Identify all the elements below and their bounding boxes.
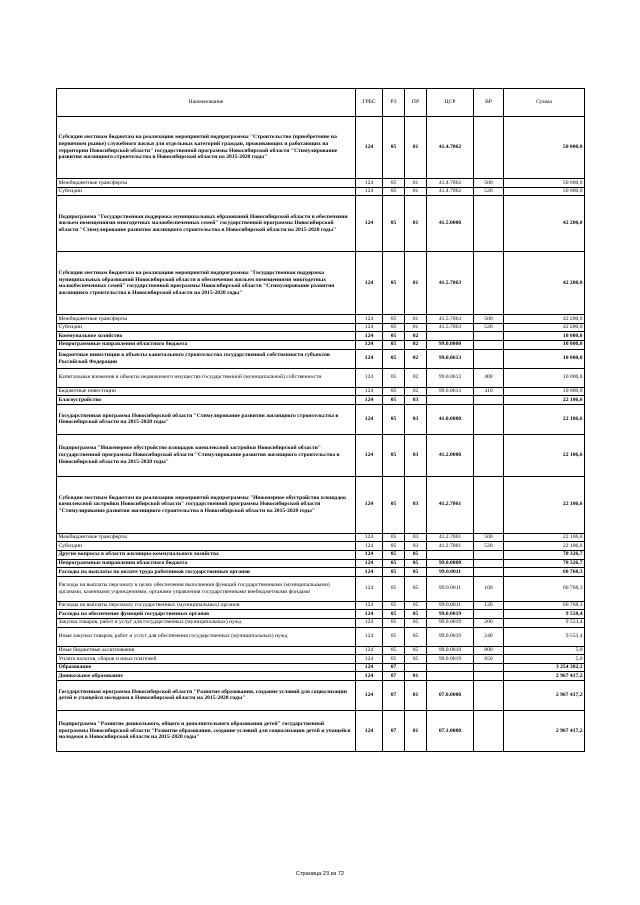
- cell-vr: [474, 568, 504, 577]
- table-row: [57, 542, 585, 551]
- cell-rz: 05: [383, 349, 405, 368]
- cell-vr: [474, 550, 504, 559]
- budget-table: [56, 88, 585, 752]
- table-row: [57, 387, 585, 396]
- cell-grbs: 124: [356, 533, 383, 542]
- cell-rz: 05: [383, 187, 405, 196]
- cell-sum: 9 553,4: [504, 618, 585, 627]
- cell-csr: 99.0.0000: [427, 559, 474, 568]
- cell-name: Непрограммные направления областного бюджета: [57, 340, 356, 349]
- cell-sum: 50 000,0: [504, 187, 585, 196]
- cell-csr: 41.2.7061: [427, 476, 474, 533]
- table-row: [57, 323, 585, 332]
- header-grbs: ГРБС: [356, 89, 383, 117]
- cell-csr: 99.0.0000: [427, 340, 474, 349]
- cell-sum: 22 106,6: [504, 396, 585, 405]
- cell-sum: 22 106,6: [504, 476, 585, 533]
- cell-csr: 99.0.0019: [427, 655, 474, 664]
- cell-rz: 05: [383, 252, 405, 315]
- cell-csr: 99.0.0019: [427, 610, 474, 619]
- cell-grbs: 124: [356, 404, 383, 434]
- cell-csr: [427, 550, 474, 559]
- cell-csr: 99.0.0011: [427, 576, 474, 601]
- cell-grbs: 124: [356, 618, 383, 627]
- cell-pr: 01: [405, 672, 427, 681]
- cell-pr: 01: [405, 315, 427, 324]
- cell-vr: [474, 117, 504, 179]
- cell-rz: 05: [383, 476, 405, 533]
- cell-vr: [474, 476, 504, 533]
- cell-sum: 5,0: [504, 646, 585, 655]
- cell-csr: 99.0.0019: [427, 627, 474, 646]
- cell-sum: 10 000,0: [504, 332, 585, 341]
- cell-vr: 100: [474, 576, 504, 601]
- cell-vr: 400: [474, 368, 504, 387]
- cell-grbs: 124: [356, 476, 383, 533]
- cell-name: Субсидии: [57, 187, 356, 196]
- table-row: [57, 610, 585, 619]
- table-row: [57, 332, 585, 341]
- header-name: Наименование: [57, 89, 356, 117]
- cell-csr: 41.4.7062: [427, 179, 474, 188]
- cell-sum: 10 000,0: [504, 368, 585, 387]
- cell-name: Благоустройство: [57, 396, 356, 405]
- cell-name: Капитальные вложения в объекты недвижимого имущества государственной (муниципальной) собственности: [57, 368, 356, 387]
- cell-grbs: 124: [356, 542, 383, 551]
- cell-name: Бюджетные инвестиции: [57, 387, 356, 396]
- cell-rz: 05: [383, 332, 405, 341]
- cell-name: Межбюджетные трансферты: [57, 533, 356, 542]
- header-csr: ЦСР: [427, 89, 474, 117]
- cell-vr: 240: [474, 627, 504, 646]
- cell-pr: 05: [405, 568, 427, 577]
- cell-name: Расходы на выплаты по оплате труда работников государственных органов: [57, 568, 356, 577]
- cell-sum: 70 326,7: [504, 550, 585, 559]
- cell-pr: 01: [405, 117, 427, 179]
- table-row: [57, 576, 585, 601]
- cell-sum: 22 106,6: [504, 542, 585, 551]
- cell-grbs: 124: [356, 315, 383, 324]
- cell-name: Межбюджетные трансферты: [57, 179, 356, 188]
- cell-csr: 41.4.7062: [427, 117, 474, 179]
- cell-sum: 42 200,0: [504, 252, 585, 315]
- table-row: [57, 663, 585, 672]
- cell-pr: [405, 663, 427, 672]
- header-pr: ПР: [405, 89, 427, 117]
- cell-pr: 05: [405, 559, 427, 568]
- cell-rz: 05: [383, 340, 405, 349]
- table-row: [57, 117, 585, 179]
- cell-grbs: 124: [356, 368, 383, 387]
- cell-pr: 01: [405, 680, 427, 710]
- cell-grbs: 124: [356, 196, 383, 252]
- cell-vr: [474, 252, 504, 315]
- cell-vr: 120: [474, 601, 504, 610]
- cell-vr: [474, 710, 504, 751]
- cell-vr: [474, 610, 504, 619]
- cell-name: Подпрограмма "Государственная поддержка муниципальных образований Новосибирской области в обеспечении жильем помещениями многодетных малообеспеченных семей" государственной программы Новосибирской области "Стимулирование развития жилищного строительства в Новосибирской области на 2015-2020 годы": [57, 196, 356, 252]
- cell-sum: 2 967 417,2: [504, 710, 585, 751]
- cell-csr: 41.5.7063: [427, 252, 474, 315]
- cell-name: Субсидии местным бюджетам на реализацию мероприятий подпрограммы "Строительство (приобретение на первичном рынке) служебного жилья для отдельных категорий граждан, проживающих и работающих на территории Новосибирской области" государственной программы Новосибирской области "Стимулирование развития жилищного строительства в Новосибирской области на 2015-2020 годы": [57, 117, 356, 179]
- cell-csr: 41.5.0000: [427, 196, 474, 252]
- cell-csr: [427, 663, 474, 672]
- cell-name: Субсидии: [57, 542, 356, 551]
- cell-pr: 01: [405, 252, 427, 315]
- cell-grbs: 124: [356, 627, 383, 646]
- cell-name: Расходы на выплаты персоналу в целях обеспечения выполнения функций государственными (муниципальными) органами, казенными учреждениями, органами управления государственными внебюджетными фондами: [57, 576, 356, 601]
- cell-pr: 01: [405, 196, 427, 252]
- cell-rz: 07: [383, 663, 405, 672]
- table-row: [57, 680, 585, 710]
- cell-rz: 05: [383, 315, 405, 324]
- cell-name: Бюджетные инвестиции в объекты капитального строительства государственной собственности субъектов Российской Федерации: [57, 349, 356, 368]
- table-row: [57, 627, 585, 646]
- cell-rz: 05: [383, 396, 405, 405]
- cell-rz: 05: [383, 323, 405, 332]
- cell-name: Другие вопросы в области жилищно-коммунального хозяйства: [57, 550, 356, 559]
- cell-vr: 800: [474, 646, 504, 655]
- table-row: [57, 533, 585, 542]
- cell-rz: 05: [383, 404, 405, 434]
- cell-rz: 07: [383, 710, 405, 751]
- table-row: [57, 196, 585, 252]
- cell-pr: 03: [405, 396, 427, 405]
- cell-rz: 05: [383, 179, 405, 188]
- cell-csr: 41.2.7061: [427, 533, 474, 542]
- cell-csr: 99.0.0011: [427, 601, 474, 610]
- cell-vr: 520: [474, 542, 504, 551]
- table-row: [57, 568, 585, 577]
- cell-rz: 05: [383, 559, 405, 568]
- cell-grbs: 124: [356, 663, 383, 672]
- cell-csr: 99.0.0019: [427, 618, 474, 627]
- cell-rz: 05: [383, 533, 405, 542]
- cell-sum: 9 558,4: [504, 610, 585, 619]
- cell-sum: 10 000,0: [504, 387, 585, 396]
- cell-name: Межбюджетные трансферты: [57, 315, 356, 324]
- table-row: [57, 601, 585, 610]
- table-row: [57, 349, 585, 368]
- cell-pr: 02: [405, 332, 427, 341]
- cell-csr: 07.1.0000: [427, 710, 474, 751]
- cell-grbs: 124: [356, 601, 383, 610]
- cell-sum: 42 200,0: [504, 196, 585, 252]
- cell-pr: 05: [405, 646, 427, 655]
- cell-vr: [474, 332, 504, 341]
- cell-csr: 99.0.0011: [427, 568, 474, 577]
- cell-name: Субсидии местным бюджетам на реализацию мероприятий подпрограммы "Инженерное обустройство площадок комплексной застройки Новосибирской области" государственной программы Новосибирской области "Стимулирование развития жилищного строительства в Новосибирской области на 2015-2020 годы": [57, 476, 356, 533]
- table-row: [57, 710, 585, 751]
- table-row: [57, 646, 585, 655]
- table-row: [57, 187, 585, 196]
- cell-csr: 41.5.7063: [427, 315, 474, 324]
- cell-rz: 07: [383, 680, 405, 710]
- cell-grbs: 124: [356, 610, 383, 619]
- cell-vr: [474, 680, 504, 710]
- cell-sum: 70 326,7: [504, 559, 585, 568]
- cell-grbs: 124: [356, 672, 383, 681]
- cell-name: Закупка товаров, работ и услуг для государственных (муниципальных) нужд: [57, 618, 356, 627]
- cell-pr: 01: [405, 710, 427, 751]
- cell-vr: [474, 340, 504, 349]
- cell-rz: 05: [383, 655, 405, 664]
- cell-pr: 05: [405, 601, 427, 610]
- cell-grbs: 124: [356, 646, 383, 655]
- cell-pr: 01: [405, 179, 427, 188]
- table-row: [57, 340, 585, 349]
- cell-name: Государственная программа Новосибирской области "Стимулирование развития жилищного строительства в Новосибирской области на 2015-2020 годы": [57, 404, 356, 434]
- cell-rz: 05: [383, 196, 405, 252]
- cell-pr: 03: [405, 404, 427, 434]
- cell-sum: 10 000,0: [504, 340, 585, 349]
- cell-grbs: 124: [356, 710, 383, 751]
- cell-pr: 02: [405, 349, 427, 368]
- cell-vr: [474, 434, 504, 476]
- header-vr: ВР: [474, 89, 504, 117]
- cell-grbs: 124: [356, 332, 383, 341]
- cell-pr: 02: [405, 368, 427, 387]
- cell-pr: 01: [405, 323, 427, 332]
- cell-pr: 02: [405, 387, 427, 396]
- table-row: [57, 404, 585, 434]
- cell-vr: [474, 196, 504, 252]
- cell-grbs: 124: [356, 434, 383, 476]
- cell-grbs: 124: [356, 576, 383, 601]
- cell-name: Дошкольное образование: [57, 672, 356, 681]
- page-number: Страница 23 из 72: [295, 871, 345, 877]
- cell-name: Расходы на обеспечение функций государственных органов: [57, 610, 356, 619]
- cell-name: Коммунальное хозяйство: [57, 332, 356, 341]
- table-row: [57, 315, 585, 324]
- cell-name: Непрограммные направления областного бюджета: [57, 559, 356, 568]
- table-body: [57, 117, 585, 752]
- table-row: [57, 368, 585, 387]
- cell-pr: 05: [405, 550, 427, 559]
- cell-grbs: 124: [356, 550, 383, 559]
- cell-csr: [427, 332, 474, 341]
- cell-csr: 07.0.0000: [427, 680, 474, 710]
- cell-rz: 05: [383, 646, 405, 655]
- cell-csr: 41.5.7063: [427, 323, 474, 332]
- header-sum: Сумма: [504, 89, 585, 117]
- cell-name: Подпрограмма "Инженерное обустройство площадок комплексной застройки Новосибирской области" государственной программы Новосибирской области "Стимулирование развития жилищного строительства в Новосибирской области на 2015-2020 годы": [57, 434, 356, 476]
- cell-rz: 05: [383, 627, 405, 646]
- cell-vr: 500: [474, 533, 504, 542]
- cell-rz: 05: [383, 434, 405, 476]
- cell-vr: 850: [474, 655, 504, 664]
- cell-name: Иные бюджетные ассигнования: [57, 646, 356, 655]
- cell-grbs: 124: [356, 387, 383, 396]
- cell-pr: 03: [405, 533, 427, 542]
- cell-grbs: 124: [356, 252, 383, 315]
- cell-grbs: 124: [356, 187, 383, 196]
- cell-pr: 05: [405, 576, 427, 601]
- cell-rz: 05: [383, 542, 405, 551]
- cell-sum: 22 106,6: [504, 404, 585, 434]
- cell-rz: 05: [383, 117, 405, 179]
- cell-sum: 60 768,3: [504, 601, 585, 610]
- cell-csr: 41.2.0000: [427, 434, 474, 476]
- table-row: [57, 618, 585, 627]
- cell-rz: 05: [383, 550, 405, 559]
- cell-name: Образование: [57, 663, 356, 672]
- cell-grbs: 124: [356, 559, 383, 568]
- cell-name: Иные закупки товаров, работ и услуг для обеспечения государственных (муниципальных) нужд: [57, 627, 356, 646]
- cell-grbs: 124: [356, 396, 383, 405]
- cell-rz: 05: [383, 568, 405, 577]
- cell-pr: 03: [405, 434, 427, 476]
- cell-csr: 41.2.7061: [427, 542, 474, 551]
- cell-rz: 05: [383, 601, 405, 610]
- cell-grbs: 124: [356, 179, 383, 188]
- table-row: [57, 179, 585, 188]
- cell-vr: [474, 404, 504, 434]
- cell-csr: 41.4.7062: [427, 187, 474, 196]
- table-row: [57, 434, 585, 476]
- cell-sum: 9 553,4: [504, 627, 585, 646]
- cell-rz: 05: [383, 576, 405, 601]
- cell-grbs: 124: [356, 117, 383, 179]
- cell-vr: 500: [474, 179, 504, 188]
- cell-csr: 99.0.0613: [427, 349, 474, 368]
- cell-vr: 520: [474, 323, 504, 332]
- cell-sum: 60 768,3: [504, 576, 585, 601]
- cell-rz: 07: [383, 672, 405, 681]
- cell-sum: 42 200,0: [504, 323, 585, 332]
- cell-pr: 03: [405, 476, 427, 533]
- cell-csr: 99.0.0613: [427, 387, 474, 396]
- cell-name: Субсидии: [57, 323, 356, 332]
- cell-rz: 05: [383, 387, 405, 396]
- cell-sum: 2 967 417,2: [504, 672, 585, 681]
- cell-csr: 99.0.0613: [427, 368, 474, 387]
- cell-sum: 42 200,0: [504, 315, 585, 324]
- cell-grbs: 124: [356, 349, 383, 368]
- cell-name: Государственная программа Новосибирской области "Развитие образования, создание условий для социализации детей и учащейся молодежи в Новосибирской области на 2015-2020 годы": [57, 680, 356, 710]
- cell-vr: 500: [474, 315, 504, 324]
- cell-vr: 200: [474, 618, 504, 627]
- cell-csr: [427, 672, 474, 681]
- cell-csr: 99.0.0019: [427, 646, 474, 655]
- cell-vr: [474, 559, 504, 568]
- cell-rz: 05: [383, 618, 405, 627]
- cell-sum: 22 106,6: [504, 434, 585, 476]
- cell-grbs: 124: [356, 655, 383, 664]
- cell-vr: [474, 396, 504, 405]
- cell-sum: 60 768,3: [504, 568, 585, 577]
- cell-name: Уплата налогов, сборов и иных платежей: [57, 655, 356, 664]
- cell-sum: 50 000,0: [504, 179, 585, 188]
- cell-grbs: 124: [356, 568, 383, 577]
- cell-sum: 50 000,0: [504, 117, 585, 179]
- table-header-row: [57, 89, 585, 117]
- cell-pr: 03: [405, 542, 427, 551]
- cell-grbs: 124: [356, 680, 383, 710]
- table-row: [57, 559, 585, 568]
- cell-vr: [474, 349, 504, 368]
- cell-vr: 410: [474, 387, 504, 396]
- cell-pr: 05: [405, 618, 427, 627]
- cell-grbs: 124: [356, 323, 383, 332]
- cell-pr: 05: [405, 655, 427, 664]
- cell-name: Расходы на выплаты персоналу государственных (муниципальных) органов: [57, 601, 356, 610]
- cell-sum: 2 967 417,2: [504, 680, 585, 710]
- cell-csr: [427, 396, 474, 405]
- cell-name: Подпрограмма "Развитие дошкольного, общего и дополнительного образования детей" государственной программы Новосибирской области "Развитие образования, создание условий для социализации детей и учащейся молодежи в Новосибирской области на 2015-2020 годы": [57, 710, 356, 751]
- cell-sum: 3 254 382,1: [504, 663, 585, 672]
- cell-csr: 41.0.0000: [427, 404, 474, 434]
- cell-sum: 22 106,6: [504, 533, 585, 542]
- cell-rz: 05: [383, 610, 405, 619]
- table-row: [57, 550, 585, 559]
- cell-pr: 02: [405, 340, 427, 349]
- cell-vr: [474, 663, 504, 672]
- table-row: [57, 252, 585, 315]
- cell-rz: 05: [383, 368, 405, 387]
- cell-vr: [474, 672, 504, 681]
- table-row: [57, 476, 585, 533]
- table-row: [57, 672, 585, 681]
- cell-name: Субсидии местным бюджетам на реализацию мероприятий подпрограммы "Государственная поддержка муниципальных образований Новосибирской области в обеспечении жильем помещениями многодетных малообеспеченных семей" государственной программы Новосибирской области "Стимулирование развития жилищного строительства в Новосибирской области на 2015-2020 годы": [57, 252, 356, 315]
- cell-vr: 520: [474, 187, 504, 196]
- cell-pr: 05: [405, 610, 427, 619]
- header-rz: РЗ: [383, 89, 405, 117]
- table-row: [57, 655, 585, 664]
- cell-grbs: 124: [356, 340, 383, 349]
- cell-pr: 01: [405, 187, 427, 196]
- table-row: [57, 396, 585, 405]
- cell-sum: 5,0: [504, 655, 585, 664]
- cell-sum: 10 000,0: [504, 349, 585, 368]
- cell-pr: 05: [405, 627, 427, 646]
